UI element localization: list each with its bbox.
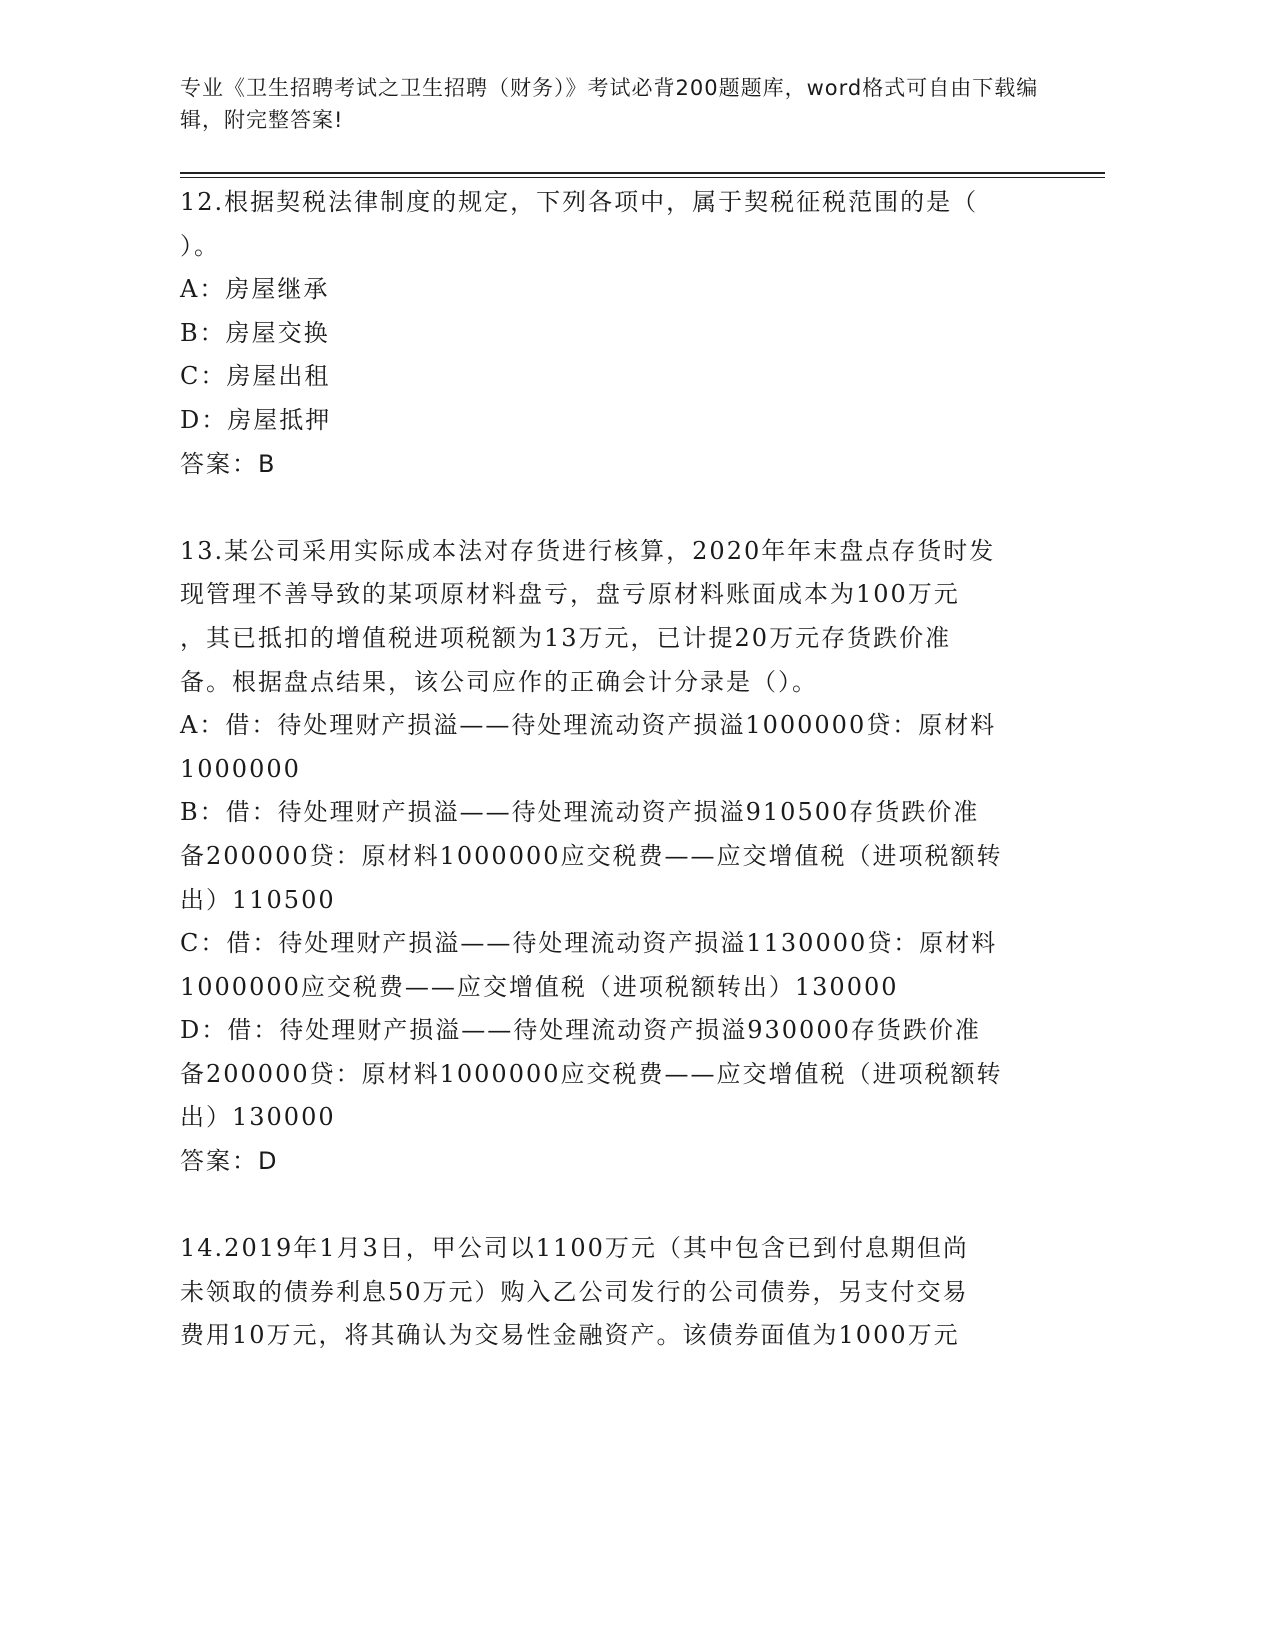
question-text-line: 费用10万元，将其确认为交易性金融资产。该债券面值为1000万元 xyxy=(180,1321,960,1350)
option-b-cont: 备200000贷：原材料1000000应交税费——应交增值税（进项税额转 xyxy=(180,841,1003,870)
option-b-cont: 出）110500 xyxy=(180,885,336,914)
spacer xyxy=(180,1184,1040,1228)
option-c-cont: 1000000应交税费——应交增值税（进项税额转出）130000 xyxy=(180,972,899,1001)
header-rule-thick xyxy=(180,172,1105,174)
question-text-line: 12.根据契税法律制度的规定，下列各项中，属于契税征税范围的是（ xyxy=(180,188,979,216)
option-d-cont: 出）130000 xyxy=(180,1103,336,1132)
document-body xyxy=(180,181,1040,1358)
option-b: B：房屋交换 xyxy=(180,318,330,347)
question-text-line: 14.2019年1月3日，甲公司以1100万元（其中包含已到付息期但尚 xyxy=(180,1234,969,1263)
question-text-line: ）。 xyxy=(180,231,220,260)
question-12 xyxy=(180,181,1040,486)
option-a: A：借：待处理财产损溢——待处理流动资产损溢1000000贷：原材料 xyxy=(180,711,997,740)
question-text-line: 备。根据盘点结果，该公司应作的正确会计分录是（）。 xyxy=(180,667,818,696)
option-b: B：借：待处理财产损溢——待处理流动资产损溢910500存货跌价准 xyxy=(180,798,980,827)
option-a: A：房屋继承 xyxy=(180,275,330,304)
option-a-cont: 1000000 xyxy=(180,754,301,783)
answer: 答案：B xyxy=(180,449,277,478)
option-d: D：房屋抵押 xyxy=(180,405,332,434)
answer: 答案：D xyxy=(180,1147,279,1176)
spacer xyxy=(180,486,1040,530)
question-text-line: 现管理不善导致的某项原材料盘亏，盘亏原材料账面成本为100万元 xyxy=(180,580,960,609)
header-rule-thin xyxy=(180,177,1105,178)
question-14 xyxy=(180,1227,1040,1358)
question-text-line: ，其已抵扣的增值税进项税额为13万元，已计提20万元存货跌价准 xyxy=(180,623,952,652)
question-13 xyxy=(180,530,1040,1184)
option-c: C：借：待处理财产损溢——待处理流动资产损溢1130000贷：原材料 xyxy=(180,929,998,958)
option-d: D：借：待处理财产损溢——待处理流动资产损溢930000存货跌价准 xyxy=(180,1016,981,1045)
question-text-line: 13.某公司采用实际成本法对存货进行核算，2020年年末盘点存货时发 xyxy=(180,536,996,565)
question-text-line: 未领取的债券利息50万元）购入乙公司发行的公司债券，另支付交易 xyxy=(180,1277,969,1306)
option-d-cont: 备200000贷：原材料1000000应交税费——应交增值税（进项税额转 xyxy=(180,1059,1003,1088)
document-header: 专业《卫生招聘考试之卫生招聘（财务）》考试必背200题题库，word格式可自由下载编辑，附完整答案! xyxy=(180,76,1039,132)
option-c: C：房屋出租 xyxy=(180,362,331,391)
